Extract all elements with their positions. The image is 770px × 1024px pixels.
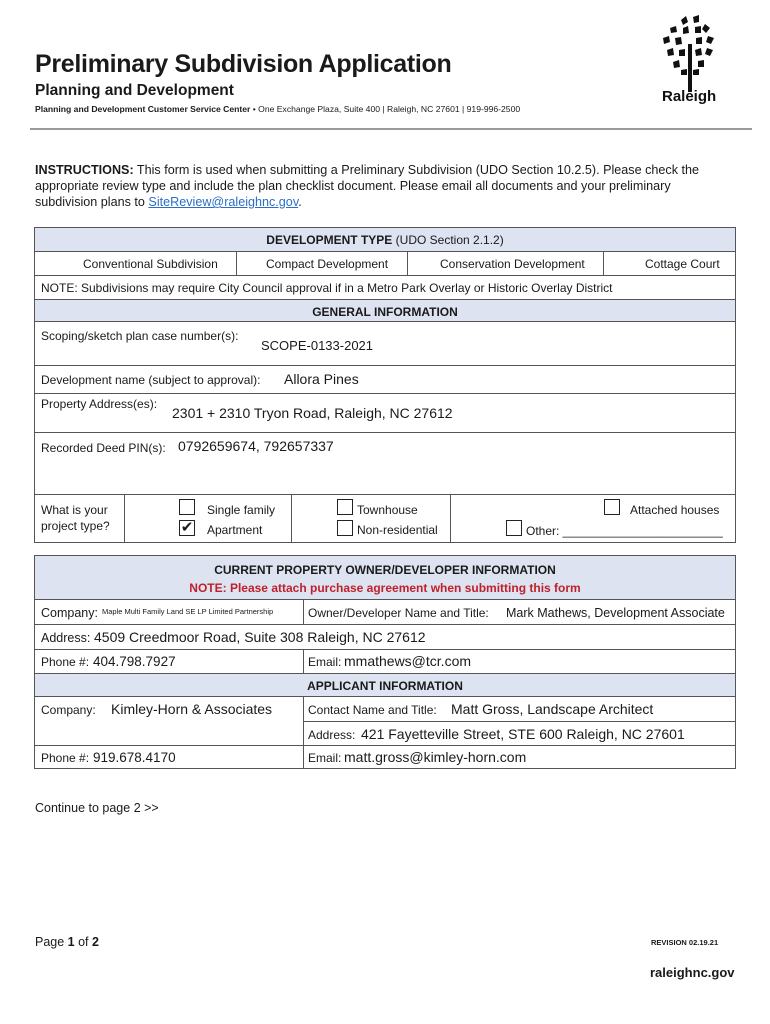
owner-company-field[interactable]: Maple Multi Family Land SE LP Limited Partnership xyxy=(102,607,274,616)
development-type-udo: (UDO Section 2.1.2) xyxy=(392,233,504,247)
scoping-label: Scoping/sketch plan case number(s): xyxy=(41,329,239,343)
apartment-checkbox[interactable]: ✔ xyxy=(180,519,194,536)
scoping-field[interactable]: SCOPE-0133-2021 xyxy=(261,338,374,353)
owner-applicant-section xyxy=(34,555,736,769)
property-address-field[interactable]: 2301 + 2310 Tryon Road, Raleigh, NC 27612 xyxy=(172,405,453,421)
development-general-section xyxy=(34,227,736,543)
overlay-note: NOTE: Subdivisions may require City Council approval if in a Metro Park Overlay or Historic Overlay District xyxy=(41,281,613,295)
option-conventional-subdivision[interactable]: Conventional Subdivision xyxy=(83,257,218,271)
page-number xyxy=(35,935,99,949)
development-type-title: DEVELOPMENT TYPE xyxy=(266,233,393,247)
applicant-company-field[interactable]: Kimley-Horn & Associates xyxy=(111,701,273,717)
non-residential-checkbox[interactable] xyxy=(337,520,353,536)
owner-address-label: Address: xyxy=(41,631,91,645)
other-checkbox[interactable] xyxy=(506,520,522,536)
applicant-email-label: Email: xyxy=(308,751,342,765)
instructions-lead: INSTRUCTIONS: xyxy=(35,163,134,177)
attached-houses-label: Attached houses xyxy=(630,503,720,517)
owner-email-field[interactable]: mmathews@tcr.com xyxy=(344,653,472,669)
single-family-checkbox[interactable] xyxy=(179,499,195,515)
applicant-phone-label: Phone #: xyxy=(41,751,90,765)
contact-line xyxy=(35,104,520,114)
single-family-label: Single family xyxy=(207,503,276,517)
owner-name-field[interactable]: Mark Mathews, Development Associate xyxy=(506,606,725,620)
contact-center-name: Planning and Development Customer Service Center xyxy=(35,104,251,114)
development-type-header xyxy=(35,233,735,247)
department-subtitle: Planning and Development xyxy=(35,82,234,99)
development-name-label: Development name (subject to approval): xyxy=(41,373,261,387)
other-field[interactable]: Other: ________________________ xyxy=(526,524,723,538)
project-type-label-line1: What is your xyxy=(41,503,108,517)
page-current: 1 xyxy=(67,935,75,949)
townhouse-checkbox[interactable] xyxy=(337,499,353,515)
form-title: Preliminary Subdivision Application xyxy=(35,50,452,78)
owner-note: NOTE: Please attach purchase agreement when submitting this form xyxy=(189,581,581,595)
applicant-contact-label: Contact Name and Title: xyxy=(308,703,437,717)
owner-address-field[interactable]: 4509 Creedmoor Road, Suite 308 Raleigh, NC 27612 xyxy=(94,629,426,645)
option-compact-development[interactable]: Compact Development xyxy=(266,257,389,271)
deed-pin-label: Recorded Deed PIN(s): xyxy=(41,441,166,455)
general-information-header: GENERAL INFORMATION xyxy=(312,305,458,319)
option-cottage-court[interactable]: Cottage Court xyxy=(645,257,720,271)
instructions-text: This form is used when submitting a Preliminary Subdivision (UDO Section 10.2.5). Please check the appropriate review type and include the plan checklist document. Please email all documents and your preliminary subdivision plans to xyxy=(35,163,699,209)
applicant-phone-field[interactable]: 919.678.4170 xyxy=(93,750,176,765)
applicant-company-label: Company: xyxy=(41,703,96,717)
option-conservation-development[interactable]: Conservation Development xyxy=(440,257,585,271)
contact-details: • One Exchange Plaza, Suite 400 | Raleigh, NC 27601 | 919-996-2500 xyxy=(250,104,521,114)
logo-text: Raleigh xyxy=(662,88,717,105)
project-type-label-line2: project type? xyxy=(41,519,110,533)
owner-company-label: Company: xyxy=(41,606,98,620)
review-email-link[interactable]: SiteReview@raleighnc.gov xyxy=(148,195,299,209)
page-of: of xyxy=(74,935,92,949)
continue-link[interactable]: Continue to page 2 >> xyxy=(35,801,159,815)
townhouse-label: Townhouse xyxy=(357,503,418,517)
revision-label: REVISION 02.19.21 xyxy=(651,938,719,947)
deed-pin-field[interactable]: 0792659674, 792657337 xyxy=(178,438,334,454)
owner-phone-label: Phone #: xyxy=(41,655,90,669)
property-address-label: Property Address(es): xyxy=(41,397,158,411)
applicant-contact-field[interactable]: Matt Gross, Landscape Architect xyxy=(451,701,654,717)
page-prefix: Page xyxy=(35,935,68,949)
applicant-header: APPLICANT INFORMATION xyxy=(307,679,463,693)
owner-email-label: Email: xyxy=(308,655,342,669)
page-total: 2 xyxy=(92,935,99,949)
applicant-address-label: Address: xyxy=(308,728,356,742)
header-divider xyxy=(30,128,752,130)
applicant-address-field[interactable]: 421 Fayetteville Street, STE 600 Raleigh, NC 27601 xyxy=(361,726,685,742)
owner-phone-field[interactable]: 404.798.7927 xyxy=(93,654,176,669)
instructions xyxy=(35,162,735,210)
attached-houses-checkbox[interactable] xyxy=(604,499,620,515)
website-label: raleighnc.gov xyxy=(650,965,735,980)
development-name-field[interactable]: Allora Pines xyxy=(284,371,359,387)
owner-header: CURRENT PROPERTY OWNER/DEVELOPER INFORMATION xyxy=(214,563,556,577)
instructions-end: . xyxy=(298,195,302,209)
applicant-email-field[interactable]: matt.gross@kimley-horn.com xyxy=(344,749,527,765)
apartment-label: Apartment xyxy=(207,523,263,537)
non-residential-label: Non-residential xyxy=(357,523,438,537)
owner-name-label: Owner/Developer Name and Title: xyxy=(308,606,489,620)
